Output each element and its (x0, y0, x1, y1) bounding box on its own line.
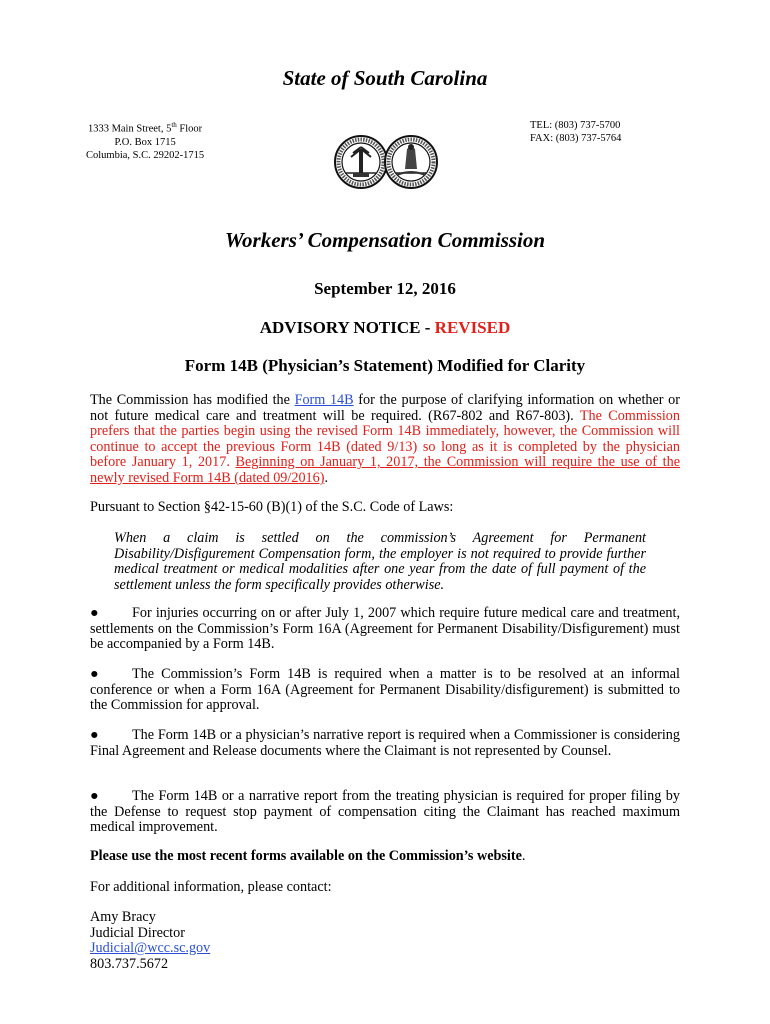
bullet-icon: ● (90, 727, 99, 743)
intro-paragraph: The Commission has modified the Form 14B for the purpose of clarifying information on whether or not future medical care and treatment will be required. (R67-802 and R67-803). The Commission prefers that the parties begin using the revised Form 14B immediately, however, the Commission will continue to accept the previous Form 14B (dated 9/13) so long as it is completed by the physician before January 1, 2017. Beginning on January 1, 2017, the Commission will require the use of the newly revised Form 14B (dated 09/2016). (90, 392, 680, 486)
contact-block (90, 910, 680, 972)
state-title: State of South Carolina (282, 66, 488, 90)
tel-line: TEL: (803) 737-5700 (530, 120, 621, 131)
contact-phone: 803.737.5672 (90, 955, 169, 972)
red-notice-text: The Commission prefers that the parties begin using the revised Form 14B immediately, however, the Commission will continue to accept the previous Form 14B (dated 9/13) so long as it is completed by the physician before January 1, 2017. (90, 407, 680, 471)
fax-line: FAX: (803) 737-5764 (530, 133, 622, 144)
bullet-1: ● For injuries occurring on or after July 1, 2007 which require future medical care and treatment, settlements on the Commission’s Form 16A (Agreement for Permanent Disability/Disfigurement) must be accompanied by a Form 14B. (90, 605, 680, 653)
contact-email-link[interactable]: Judicial@wcc.sc.gov (90, 940, 211, 957)
bullet-icon: ● (90, 666, 99, 682)
bullet-icon: ● (90, 605, 99, 621)
revised-label: REVISED (434, 318, 511, 337)
code-quote: When a claim is settled on the commission’s Agreement for Permanent Disability/Disfigurement Compensation form, the employer is not required to provide further medical treatment or medical modalities after one year from the date of full payment of the settlement unless the form specifically provides otherwise. (114, 530, 646, 593)
contact-name: Amy Bracy (90, 909, 156, 925)
bullet-3: ● The Form 14B or a physician’s narrative report is required when a Commissioner is considering Final Agreement and Release documents where the Claimant is not represented by Counsel. (90, 727, 680, 759)
form-14b-link[interactable]: Form 14B (294, 392, 354, 408)
bullet-2: ● The Commission’s Form 14B is required when a matter is to be resolved at an informal conference or when a Form 16A (Agreement for Permanent Disability/disfigurement) is submitted to the Commission for approval. (90, 666, 680, 714)
advisory-notice-heading: ADVISORY NOTICE - REVISED (259, 318, 511, 337)
address-block (86, 119, 204, 162)
notice-subject: Form 14B (Physician’s Statement) Modified for Clarity (184, 356, 586, 375)
pursuant-line: Pursuant to Section §42-15-60 (B)(1) of the S.C. Code of Laws: (90, 499, 454, 515)
phone-fax-block (530, 119, 621, 145)
contact-intro: For additional information, please contact: (90, 879, 332, 895)
address-line-3: Columbia, S.C. 29202-1715 (86, 149, 205, 161)
notice-date: September 12, 2016 (314, 279, 456, 298)
closing-line: Please use the most recent forms available on the Commission’s website. (90, 848, 526, 864)
agency-title: Workers’ Compensation Commission (224, 228, 546, 252)
address-line-2: P.O. Box 1715 (114, 136, 176, 148)
contact-title: Judicial Director (90, 924, 185, 941)
address-line-1: 1333 Main Street, 5th Floor (87, 121, 203, 135)
state-seal-icon (333, 109, 439, 215)
red-underlined-notice: Beginning on January 1, 2017, the Commission will require the use of the newly revised Form 14B (dated 09/2016) (90, 454, 680, 486)
bullet-icon: ● (90, 788, 99, 804)
bullet-4: ● The Form 14B or a narrative report from the treating physician is required for proper filing by the Defense to request stop payment of compensation citing the Claimant has reached maximum medical improvement. (90, 788, 680, 836)
